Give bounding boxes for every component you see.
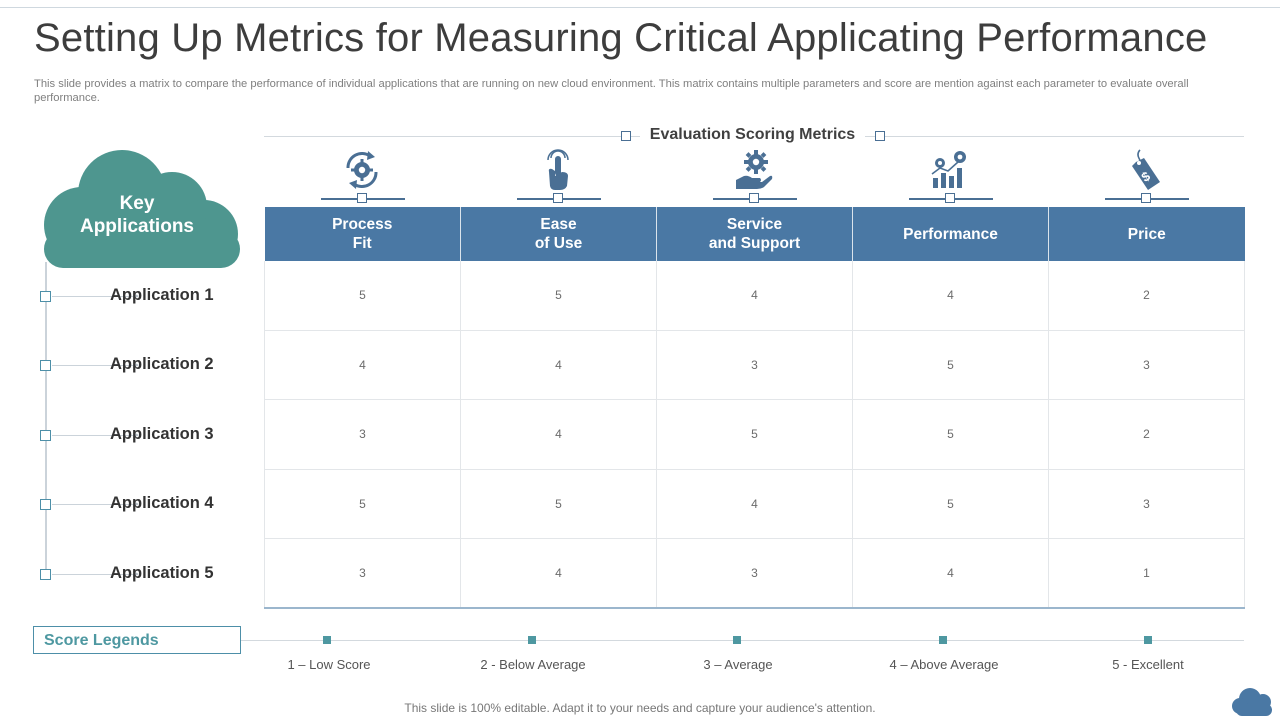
score-cell: 3 bbox=[265, 539, 461, 608]
table-row bbox=[265, 469, 1245, 538]
score-cell: 3 bbox=[1049, 330, 1245, 399]
legend-item: 5 - Excellent bbox=[1112, 657, 1184, 672]
score-cell: 5 bbox=[265, 469, 461, 538]
legend-item: 4 – Above Average bbox=[889, 657, 999, 672]
score-cell: 5 bbox=[853, 330, 1049, 399]
legend-dot-icon bbox=[528, 636, 536, 644]
process-cycle-icon bbox=[340, 148, 384, 192]
application-row-1 bbox=[40, 286, 260, 306]
score-cell: 2 bbox=[1049, 400, 1245, 469]
score-cell: 4 bbox=[853, 539, 1049, 608]
score-cell: 4 bbox=[461, 330, 657, 399]
square-bullet-icon bbox=[40, 291, 51, 302]
application-label: Application 2 bbox=[110, 355, 214, 373]
icon-square-marker bbox=[357, 193, 367, 203]
score-cell: 4 bbox=[657, 261, 853, 330]
legend-dot-icon bbox=[939, 636, 947, 644]
page-title: Setting Up Metrics for Measuring Critical Applicating Performance bbox=[34, 16, 1208, 60]
application-label: Application 1 bbox=[110, 286, 214, 304]
legend-dot-icon bbox=[733, 636, 741, 644]
score-cell: 5 bbox=[853, 400, 1049, 469]
score-cell: 3 bbox=[1049, 469, 1245, 538]
square-bullet-icon bbox=[40, 499, 51, 510]
column-header-ease-of-use: Ease of Use bbox=[461, 207, 657, 261]
evaluation-left-square-icon bbox=[621, 131, 631, 141]
legend-rule bbox=[241, 640, 1244, 641]
score-cell: 5 bbox=[657, 400, 853, 469]
icon-square-marker bbox=[749, 193, 759, 203]
score-cell: 3 bbox=[657, 330, 853, 399]
gear-hand-icon bbox=[732, 148, 776, 192]
application-label: Application 4 bbox=[110, 494, 214, 512]
application-row-3 bbox=[40, 425, 260, 445]
cloud-icon bbox=[1230, 686, 1278, 716]
legend-item: 2 - Below Average bbox=[480, 657, 586, 672]
application-label: Application 3 bbox=[110, 425, 214, 443]
legend-item: 1 – Low Score bbox=[287, 657, 371, 672]
table-row bbox=[265, 330, 1245, 399]
score-cell: 3 bbox=[265, 400, 461, 469]
cloud-line-2: Applications bbox=[79, 216, 194, 237]
score-cell: 3 bbox=[657, 539, 853, 608]
score-cell: 5 bbox=[265, 261, 461, 330]
application-row-2 bbox=[40, 355, 260, 375]
cloud-line-1: Key bbox=[119, 193, 155, 214]
key-applications-label bbox=[34, 192, 240, 238]
score-cell: 5 bbox=[853, 469, 1049, 538]
icon-square-marker bbox=[1141, 193, 1151, 203]
table-row bbox=[265, 400, 1245, 469]
icon-square-marker bbox=[553, 193, 563, 203]
touch-hand-icon bbox=[536, 148, 580, 192]
score-cell: 4 bbox=[461, 400, 657, 469]
application-connector-line bbox=[45, 262, 47, 580]
scoring-matrix-table bbox=[264, 207, 1245, 609]
table-row bbox=[265, 539, 1245, 608]
svg-text:$: $ bbox=[1138, 168, 1153, 185]
score-cell: 2 bbox=[1049, 261, 1245, 330]
score-cell: 4 bbox=[853, 261, 1049, 330]
growth-chart-icon bbox=[928, 148, 972, 192]
evaluation-right-square-icon bbox=[875, 131, 885, 141]
application-row-5 bbox=[40, 564, 260, 584]
square-bullet-icon bbox=[40, 430, 51, 441]
score-legends-title: Score Legends bbox=[44, 632, 159, 649]
column-header-performance: Performance bbox=[853, 207, 1049, 261]
evaluation-title: Evaluation Scoring Metrics bbox=[640, 126, 865, 144]
square-bullet-icon bbox=[40, 360, 51, 371]
score-cell: 4 bbox=[461, 539, 657, 608]
legend-dot-icon bbox=[1144, 636, 1152, 644]
top-rule bbox=[0, 7, 1280, 8]
legend-item: 3 – Average bbox=[703, 657, 773, 672]
page-subtitle: This slide provides a matrix to compare the performance of individual applications that are running on new cloud environment. This matrix contains multiple parameters and score are mention against each parameter to evaluate overall performance. bbox=[34, 78, 1189, 104]
score-cell: 1 bbox=[1049, 539, 1245, 608]
column-header-service-support: Service and Support bbox=[657, 207, 853, 261]
table-row bbox=[265, 261, 1245, 330]
slide-footer: This slide is 100% editable. Adapt it to your needs and capture your audience's attention. bbox=[404, 701, 876, 715]
column-header-process-fit: Process Fit bbox=[265, 207, 461, 261]
square-bullet-icon bbox=[40, 569, 51, 580]
table-header-row bbox=[265, 207, 1245, 261]
application-label: Application 5 bbox=[110, 564, 214, 582]
score-legends-box bbox=[33, 626, 241, 654]
icon-square-marker bbox=[945, 193, 955, 203]
score-cell: 4 bbox=[657, 469, 853, 538]
score-cell: 5 bbox=[461, 469, 657, 538]
application-row-4 bbox=[40, 494, 260, 514]
column-header-price: Price bbox=[1049, 207, 1245, 261]
score-cell: 5 bbox=[461, 261, 657, 330]
legend-dot-icon bbox=[323, 636, 331, 644]
price-tag-icon bbox=[1124, 148, 1168, 192]
score-cell: 4 bbox=[265, 330, 461, 399]
